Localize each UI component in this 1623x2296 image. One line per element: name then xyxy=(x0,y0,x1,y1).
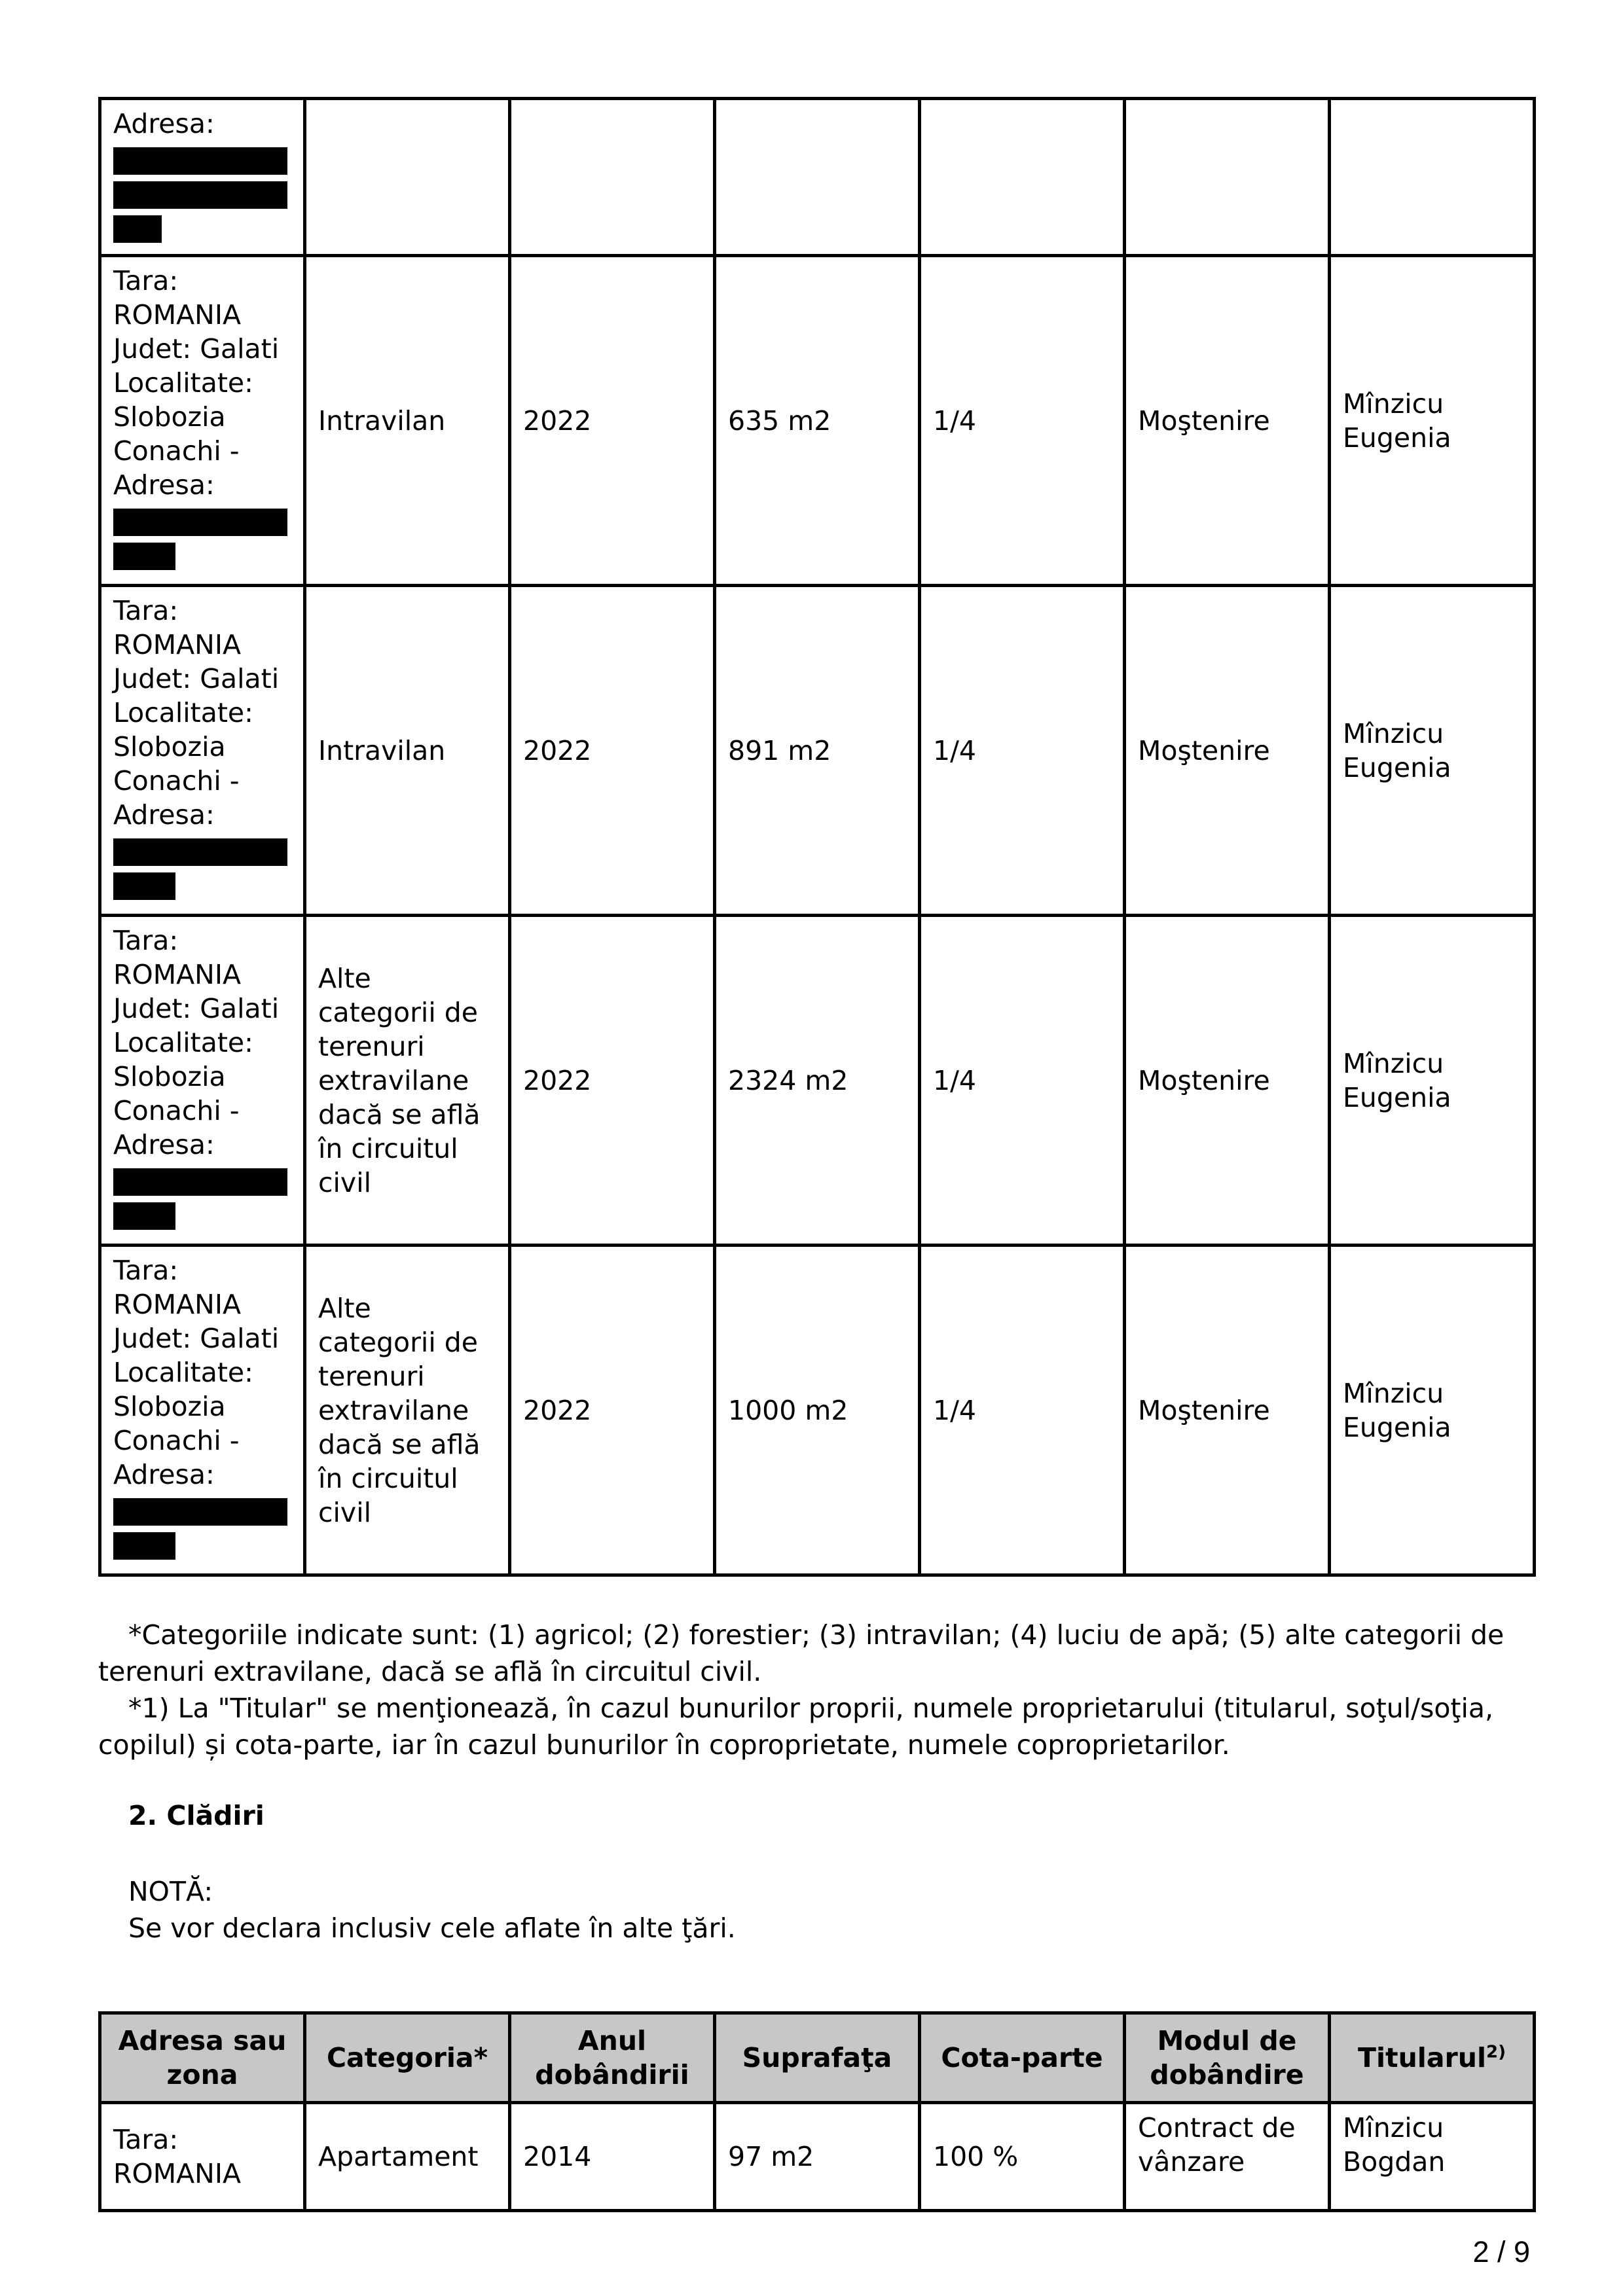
header-address: Adresa sau zona xyxy=(100,2013,305,2103)
mode-cell: Contract de vânzare xyxy=(1125,2103,1330,2211)
address-line: Adresa: xyxy=(113,1459,215,1490)
address-cell xyxy=(100,2103,305,2211)
address-line: Tara: xyxy=(113,265,179,296)
page-number: 2 / 9 xyxy=(1472,2235,1530,2269)
address-line: ROMANIA xyxy=(113,1289,241,1320)
holder-cell: Mînzicu Eugenia xyxy=(1330,916,1535,1246)
year-cell: 2022 xyxy=(510,256,715,586)
address-line: Slobozia xyxy=(113,731,226,762)
year-cell: 2022 xyxy=(510,586,715,916)
address-line: Judet: Galati xyxy=(113,993,280,1024)
address-line: Adresa: xyxy=(113,799,215,831)
buildings-header-row xyxy=(100,2013,1535,2103)
address-cell xyxy=(100,1246,305,1575)
header-mode: Modul de dobândire xyxy=(1125,2013,1330,2103)
holder-footnote: *1) La "Titular" se menţionează, în cazul bunurilor proprii, numele proprietarului (titularul, soţul/soţia, copilul) și cota-parte, iar în cazul bunurilor în coproprietate, numele coproprietarilor. xyxy=(98,1693,1494,1761)
address-line: Tara: xyxy=(113,595,179,626)
address-line: ROMANIA xyxy=(113,2158,241,2189)
area-cell xyxy=(715,99,920,256)
category-cell: Intravilan xyxy=(305,586,510,916)
share-cell: 1/4 xyxy=(920,256,1125,586)
note-text: Se vor declara inclusiv cele aflate în alte ţări. xyxy=(128,1912,736,1944)
address-line: Slobozia xyxy=(113,1391,226,1422)
redacted-block xyxy=(113,181,287,209)
address-line: Judet: Galati xyxy=(113,663,280,694)
table-row xyxy=(100,2103,1535,2211)
redacted-block xyxy=(113,872,175,900)
address-line: Localitate: xyxy=(113,1357,253,1388)
table-row xyxy=(100,99,1535,256)
mode-cell: Moştenire xyxy=(1125,916,1330,1246)
address-line: Judet: Galati xyxy=(113,333,280,365)
holder-cell: Mînzicu Eugenia xyxy=(1330,256,1535,586)
mode-cell: Moştenire xyxy=(1125,256,1330,586)
redacted-block xyxy=(113,147,287,175)
redacted-block xyxy=(113,838,287,866)
mode-cell: Moştenire xyxy=(1125,1246,1330,1575)
header-holder-footnote-mark: 2) xyxy=(1486,2042,1506,2062)
category-cell: Alte categorii de terenuri extravilane dacă se află în circuitul civil xyxy=(305,1246,510,1575)
table-row xyxy=(100,256,1535,586)
address-line: Conachi - xyxy=(113,1095,240,1126)
redacted-block xyxy=(113,215,162,243)
address-line: Tara: xyxy=(113,925,179,956)
category-cell: Alte categorii de terenuri extravilane dacă se află în circuitul civil xyxy=(305,916,510,1246)
header-holder xyxy=(1330,2013,1535,2103)
address-line: Conachi - xyxy=(113,1425,240,1456)
table-row xyxy=(100,916,1535,1246)
year-cell: 2022 xyxy=(510,916,715,1246)
redacted-block xyxy=(113,1498,287,1526)
section-note xyxy=(128,1873,736,1946)
address-line: Slobozia xyxy=(113,401,226,433)
share-cell: 1/4 xyxy=(920,586,1125,916)
header-category: Categoria* xyxy=(305,2013,510,2103)
address-line: ROMANIA xyxy=(113,959,241,990)
address-cell xyxy=(100,916,305,1246)
address-line: Tara: xyxy=(113,1255,179,1286)
redacted-block xyxy=(113,1202,175,1230)
holder-cell: Mînzicu Bogdan xyxy=(1330,2103,1535,2211)
holder-cell xyxy=(1330,99,1535,256)
share-cell xyxy=(920,99,1125,256)
area-cell: 97 m2 xyxy=(715,2103,920,2211)
address-line: Conachi - xyxy=(113,435,240,467)
share-cell: 1/4 xyxy=(920,916,1125,1246)
header-holder-label: Titularul xyxy=(1358,2042,1486,2073)
header-share: Cota-parte xyxy=(920,2013,1125,2103)
address-line: Localitate: xyxy=(113,697,253,728)
categories-footnote: *Categoriile indicate sunt: (1) agricol; (2) forestier; (3) intravilan; (4) luciu de apă; (5) alte categorii de terenuri extravilane, dacă se află în circuitul civil. xyxy=(98,1619,1504,1687)
year-cell xyxy=(510,99,715,256)
address-line: Conachi - xyxy=(113,765,240,797)
category-cell: Apartament xyxy=(305,2103,510,2211)
year-cell: 2022 xyxy=(510,1246,715,1575)
area-cell: 891 m2 xyxy=(715,586,920,916)
redacted-block xyxy=(113,543,175,570)
note-label: NOTĂ: xyxy=(128,1876,213,1907)
redacted-block xyxy=(113,1532,175,1560)
section-title: 2. Clădiri xyxy=(128,1800,264,1831)
address-line: ROMANIA xyxy=(113,629,241,660)
address-line: Slobozia xyxy=(113,1061,226,1092)
redacted-block xyxy=(113,509,287,536)
address-cell xyxy=(100,586,305,916)
redacted-block xyxy=(113,1168,287,1196)
footnotes xyxy=(98,1617,1525,1763)
land-table xyxy=(98,97,1536,1577)
category-cell xyxy=(305,99,510,256)
address-cell xyxy=(100,99,305,256)
address-cell xyxy=(100,256,305,586)
address-line: Adresa: xyxy=(113,108,215,139)
mode-cell xyxy=(1125,99,1330,256)
table-row xyxy=(100,586,1535,916)
category-cell: Intravilan xyxy=(305,256,510,586)
area-cell: 635 m2 xyxy=(715,256,920,586)
address-line: Judet: Galati xyxy=(113,1323,280,1354)
area-cell: 2324 m2 xyxy=(715,916,920,1246)
buildings-table xyxy=(98,2011,1536,2212)
holder-cell: Mînzicu Eugenia xyxy=(1330,586,1535,916)
area-cell: 1000 m2 xyxy=(715,1246,920,1575)
share-cell: 100 % xyxy=(920,2103,1125,2211)
holder-cell: Mînzicu Eugenia xyxy=(1330,1246,1535,1575)
table-row xyxy=(100,1246,1535,1575)
year-cell: 2014 xyxy=(510,2103,715,2211)
address-line: Tara: xyxy=(113,2124,179,2155)
header-year: Anul dobândirii xyxy=(510,2013,715,2103)
address-line: Adresa: xyxy=(113,469,215,501)
address-line: Localitate: xyxy=(113,367,253,399)
address-line: Adresa: xyxy=(113,1129,215,1160)
address-line: Localitate: xyxy=(113,1027,253,1058)
header-area: Suprafaţa xyxy=(715,2013,920,2103)
share-cell: 1/4 xyxy=(920,1246,1125,1575)
mode-cell: Moştenire xyxy=(1125,586,1330,916)
address-line: ROMANIA xyxy=(113,299,241,331)
